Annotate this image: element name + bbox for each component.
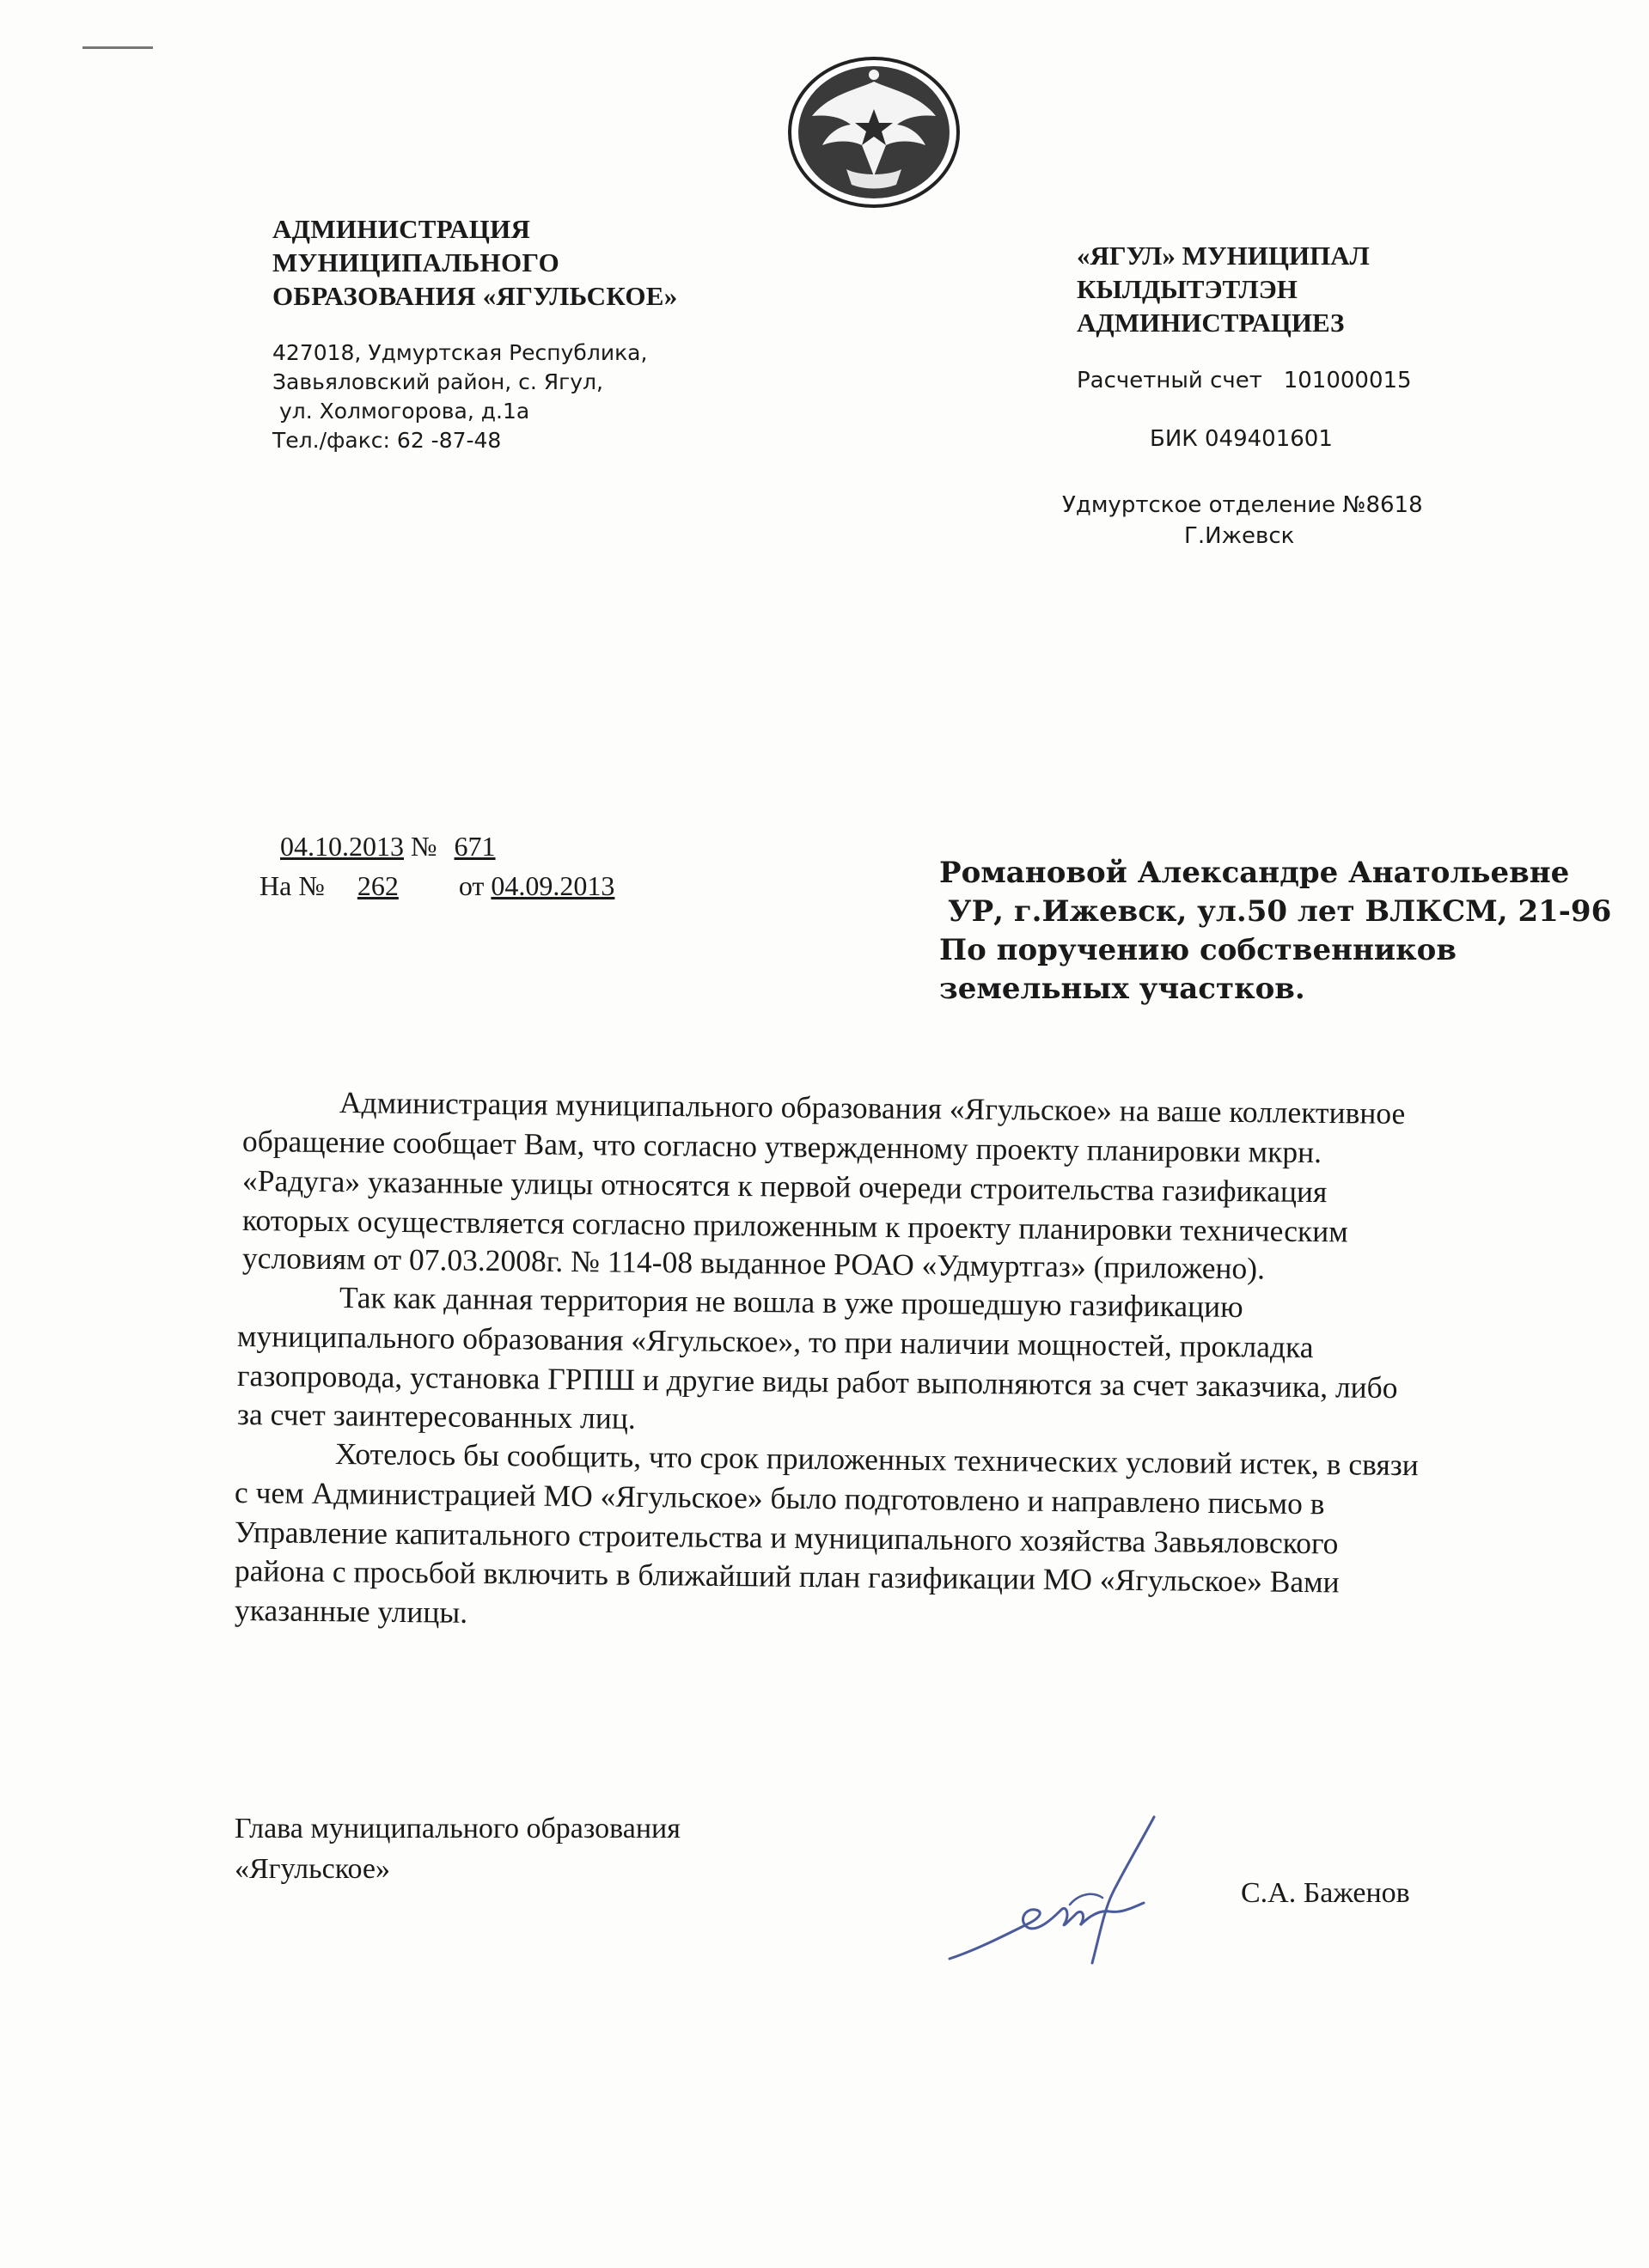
sender-org-line-1: АДМИНИСТРАЦИЯ	[272, 214, 531, 244]
recipient-note-2: земельных участков.	[939, 972, 1305, 1006]
address-line-3: ул. Холмогорова, д.1а	[272, 399, 530, 424]
body-line-10: Хотелось бы сообщить, что срок приложенных технических условий истек, в связи	[334, 1436, 1420, 1483]
scan-mark	[82, 46, 153, 49]
udmurt-org-line-1: «ЯГУЛ» МУНИЦИПАЛ	[1077, 241, 1370, 271]
body-line-4: которых осуществляется согласно приложенным к проекту планировки техническим	[241, 1203, 1348, 1249]
outgoing-number: 671	[454, 831, 496, 862]
outgoing-date: 04.10.2013	[280, 831, 404, 862]
reply-number: 262	[357, 870, 399, 901]
body-line-2: обращение сообщает Вам, что согласно утвержденному проекту планировки мкрн.	[241, 1124, 1322, 1170]
udmurt-emblem-icon	[786, 56, 962, 209]
recipient-block	[939, 854, 1611, 1009]
bank-bik: БИК 049401601	[1150, 426, 1333, 452]
reply-date: 04.09.2013	[491, 870, 615, 901]
recipient-note-1: По поручению собственников	[939, 933, 1457, 967]
sender-org-line-3: ОБРАЗОВАНИЯ «ЯГУЛЬСКОЕ»	[272, 281, 678, 311]
signatory-title-2: «Ягульское»	[235, 1853, 390, 1885]
signatory-title-1: Глава муниципального образования	[235, 1813, 681, 1844]
body-line-11: с чем Администрацией МО «Ягульское» было подготовлено и направлено письмо в	[234, 1475, 1325, 1521]
body-line-13: района с просьбой включить в ближайший план газификации МО «Ягульское» Вами	[234, 1553, 1340, 1600]
address-line-1: 427018, Удмуртская Республика,	[272, 340, 648, 365]
body-line-9: за счет заинтересованных лиц.	[236, 1397, 636, 1436]
sender-header	[272, 212, 678, 455]
recipient-address: УР, г.Ижевск, ул.50 лет ВЛКСМ, 21-96	[948, 894, 1612, 929]
udmurt-org-line-2: КЫЛДЫТЭТЛЭН	[1077, 274, 1298, 304]
bank-city: Г.Ижевск	[1184, 523, 1295, 549]
body-line-7: муниципального образования «Ягульское», то при наличии мощностей, прокладка	[236, 1319, 1314, 1365]
body-line-12: Управление капитального строительства и муниципального хозяйства Завьяловского	[234, 1515, 1339, 1561]
body-line-3: «Радуга» указанные улицы относятся к первой очереди строительства газификация	[241, 1163, 1328, 1210]
body-line-5: условиям от 07.03.2008г. № 114-08 выданное РОАО «Удмуртгаз» (приложено).	[241, 1241, 1266, 1286]
address-line-2: Завьяловский район, с. Ягул,	[272, 369, 603, 394]
recipient-name: Романовой Александре Анатольевне	[939, 856, 1570, 890]
reply-label: На №	[260, 870, 325, 901]
sender-org-line-2: МУНИЦИПАЛЬНОГО	[272, 247, 560, 277]
number-label: №	[411, 831, 437, 862]
udmurt-org-line-3: АДМИНИСТРАЦИЕЗ	[1077, 308, 1345, 338]
body-line-14: указанные улицы.	[234, 1593, 468, 1630]
handwritten-signature	[941, 1808, 1225, 1976]
reply-ref	[260, 870, 625, 902]
udmurt-header	[1077, 239, 1370, 339]
sender-address	[272, 338, 678, 455]
body-line-6: Так как данная территория не вошла в уже прошедшую газификацию	[339, 1280, 1243, 1325]
body-line-1: Администрация муниципального образования «Ягульское» на ваше коллективное	[339, 1085, 1406, 1131]
body-line-8: газопровода, установка ГРПШ и другие виды работ выполняются за счет заказчика, либо	[236, 1358, 1398, 1405]
signatory-name: С.А. Баженов	[1241, 1877, 1410, 1909]
outgoing-ref	[260, 831, 508, 863]
bank-account: Расчетный счет 101000015	[1077, 368, 1412, 393]
phone-fax: Тел./факс: 62 -87-48	[272, 428, 502, 453]
bank-branch: Удмуртское отделение №8618	[1062, 492, 1423, 518]
from-label: от	[458, 870, 485, 901]
